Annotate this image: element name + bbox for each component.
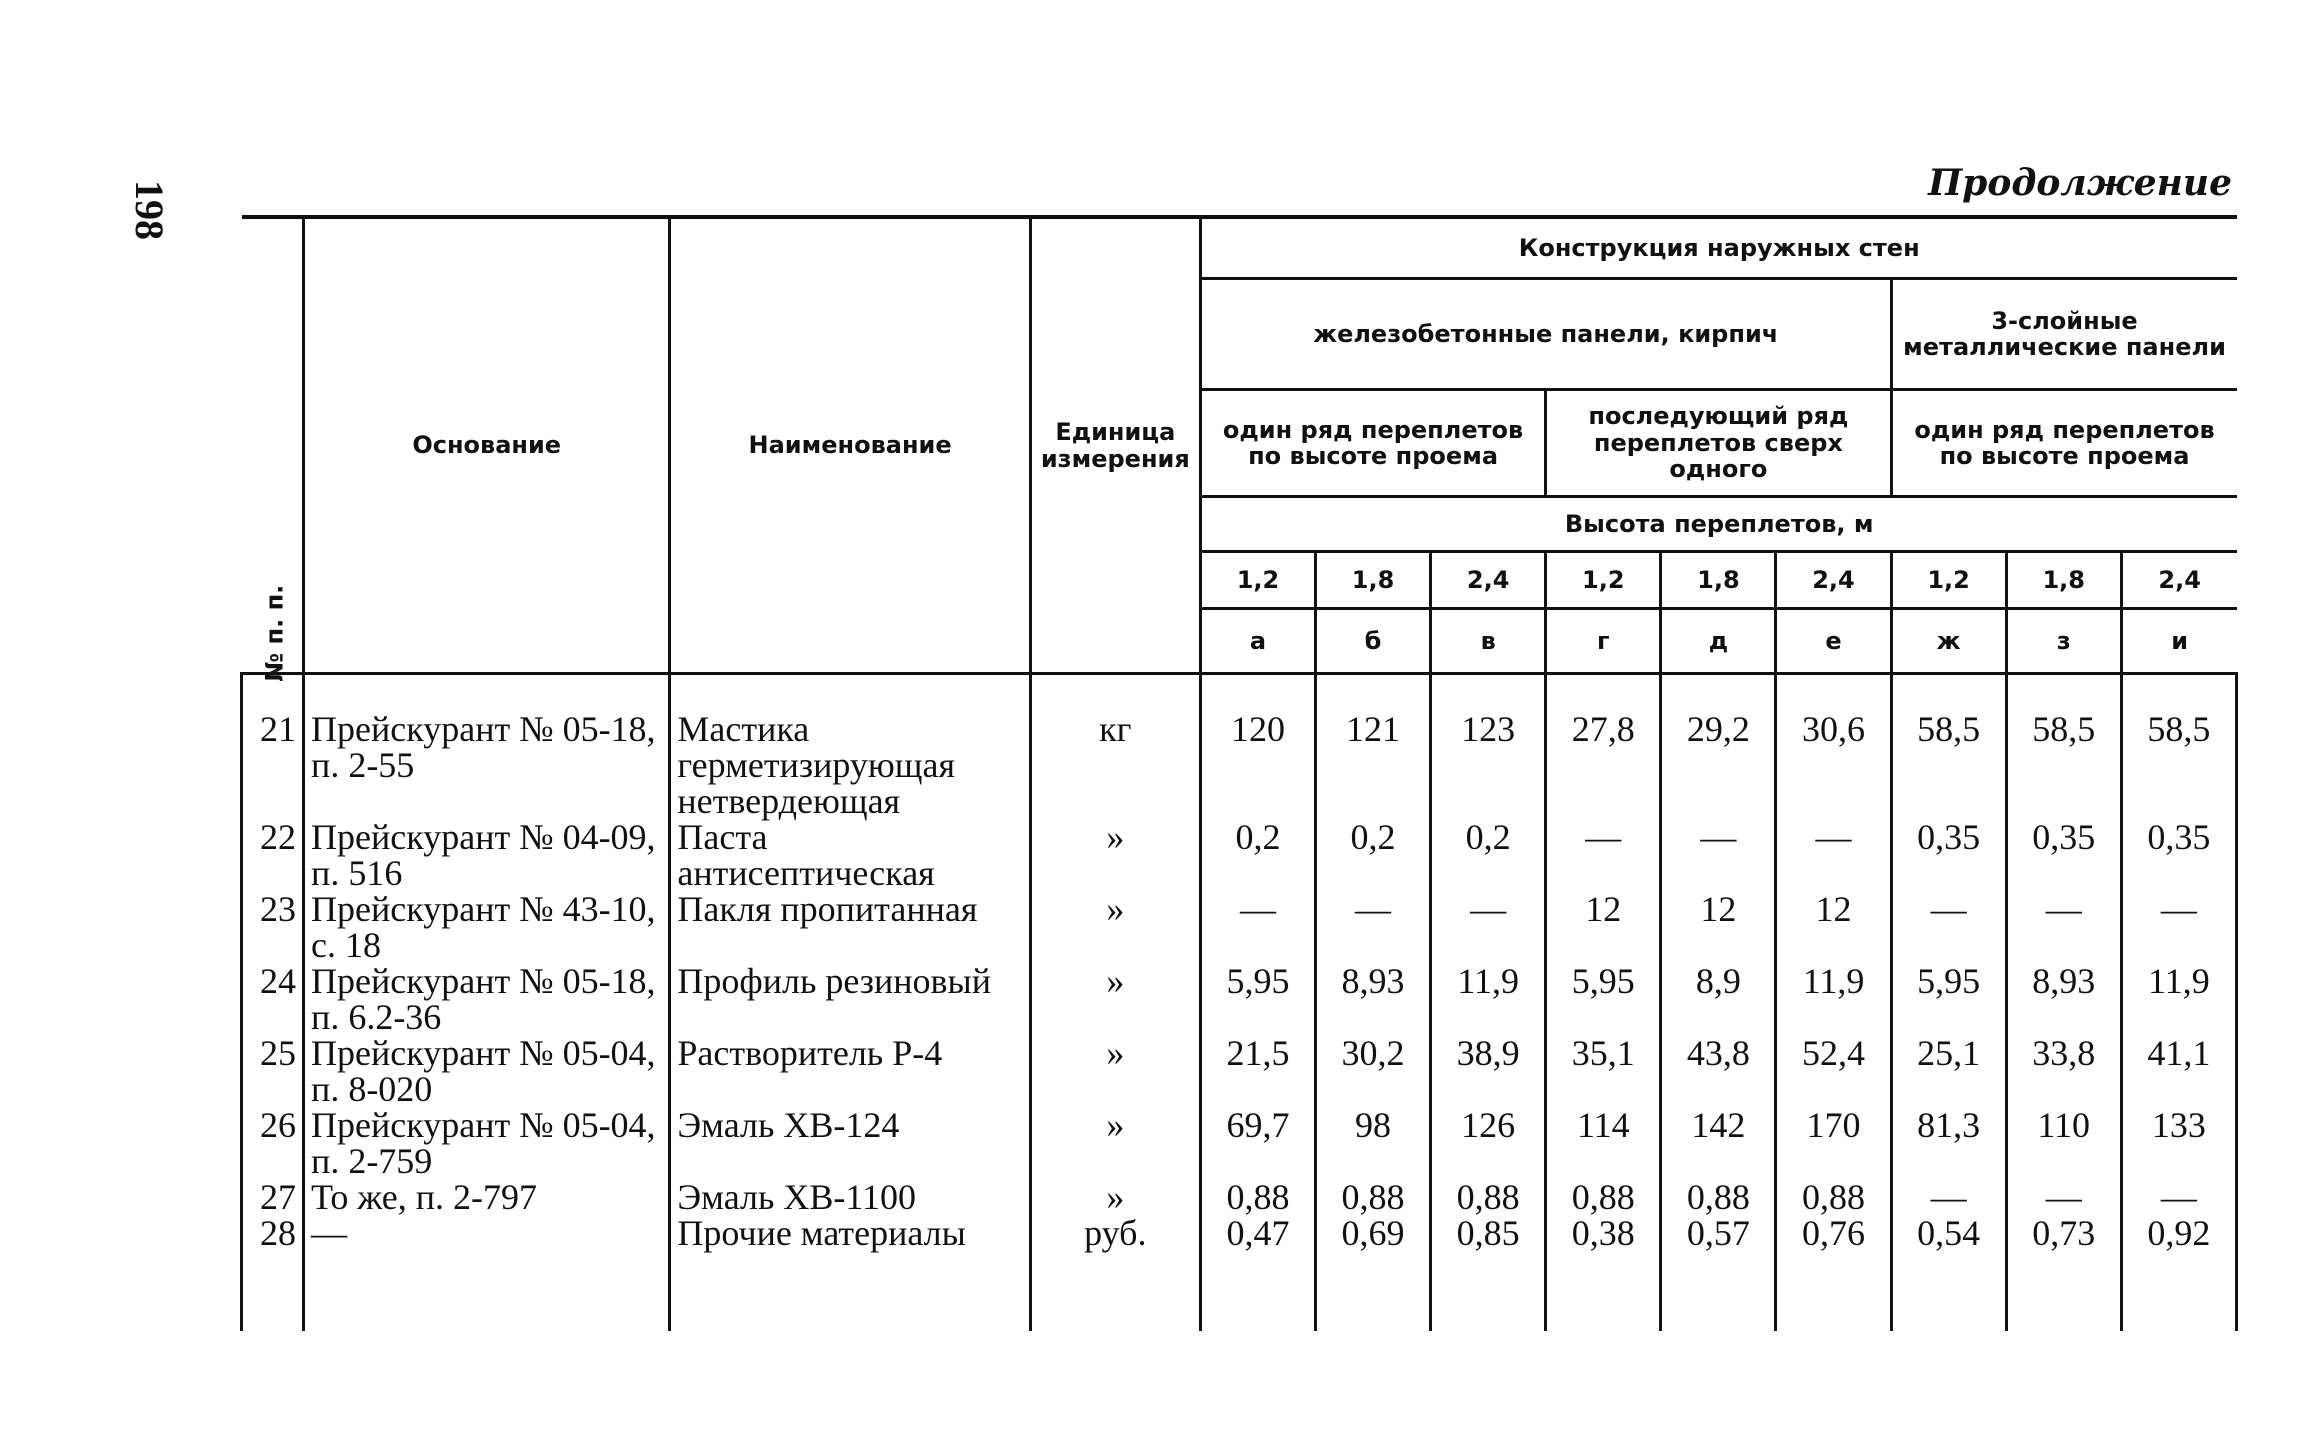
header-name: Наименование	[670, 217, 1030, 674]
row-value: —	[1891, 891, 2006, 963]
row-value: —	[2121, 1179, 2236, 1215]
row-value: 52,4	[1776, 1035, 1891, 1107]
table-row	[242, 891, 2237, 963]
row-value: —	[1200, 891, 1315, 963]
row-name: Мастика герметизирующая нетвердеющая	[670, 674, 1030, 820]
row-value: 0,92	[2121, 1215, 2236, 1251]
row-value: 0,88	[1661, 1179, 1776, 1215]
header-group-concrete: железобетонные панели, кирпич	[1200, 279, 1891, 390]
row-value: 11,9	[1431, 963, 1546, 1035]
column-letter: е	[1776, 609, 1891, 674]
height-value: 1,8	[1316, 552, 1431, 609]
row-value: —	[2006, 891, 2121, 963]
row-basis: Прейскурант № 43-10, с. 18	[304, 891, 670, 963]
row-value: —	[1546, 819, 1661, 891]
row-value: 11,9	[1776, 963, 1891, 1035]
row-name: Профиль резиновый	[670, 963, 1030, 1035]
table-header	[242, 217, 2237, 682]
row-value: 0,2	[1316, 819, 1431, 891]
height-value: 2,4	[1431, 552, 1546, 609]
row-value: 30,2	[1316, 1035, 1431, 1107]
header-group-metal: 3-слойные металлические панели	[1891, 279, 2236, 390]
row-value: —	[2121, 891, 2236, 963]
row-unit: »	[1030, 1035, 1200, 1107]
row-value: 58,5	[1891, 674, 2006, 820]
header-num: № п. п.	[242, 217, 304, 674]
row-value: 0,88	[1546, 1179, 1661, 1215]
row-basis: Прейскурант № 05-18, п. 6.2-36	[304, 963, 670, 1035]
column-letter: г	[1546, 609, 1661, 674]
row-unit: »	[1030, 1179, 1200, 1215]
row-value: 30,6	[1776, 674, 1891, 820]
row-value: 41,1	[2121, 1035, 2236, 1107]
height-value: 1,8	[2006, 552, 2121, 609]
row-number: 25	[242, 1035, 304, 1107]
header-sub-one-row-metal: один ряд переплетов по высоте проема	[1891, 390, 2236, 497]
row-value: —	[1776, 819, 1891, 891]
row-value: 121	[1316, 674, 1431, 820]
column-letter: ж	[1891, 609, 2006, 674]
row-unit: »	[1030, 819, 1200, 891]
row-value: 35,1	[1546, 1035, 1661, 1107]
row-value: 0,69	[1316, 1215, 1431, 1251]
row-value: 8,93	[2006, 963, 2121, 1035]
header-unit: Единица измерения	[1030, 217, 1200, 674]
row-value: 0,88	[1316, 1179, 1431, 1215]
column-letter: и	[2121, 609, 2236, 674]
row-basis: —	[304, 1215, 670, 1251]
header-height: Высота переплетов, м	[1200, 497, 2236, 552]
continuation-label: Продолжение	[1928, 162, 2232, 204]
table-body	[242, 674, 2237, 1332]
header-construction: Конструкция наружных стен	[1200, 217, 2236, 279]
row-value: 21,5	[1200, 1035, 1315, 1107]
row-value: 0,88	[1200, 1179, 1315, 1215]
row-value: 0,35	[1891, 819, 2006, 891]
row-number: 23	[242, 891, 304, 963]
row-value: 0,2	[1200, 819, 1315, 891]
row-value: 0,47	[1200, 1215, 1315, 1251]
row-value: 69,7	[1200, 1107, 1315, 1179]
row-value: 0,88	[1431, 1179, 1546, 1215]
height-value: 1,2	[1546, 552, 1661, 609]
table-row	[242, 963, 2237, 1035]
row-value: 81,3	[1891, 1107, 2006, 1179]
row-value: 0,73	[2006, 1215, 2121, 1251]
row-value: 0,85	[1431, 1215, 1546, 1251]
row-value: 170	[1776, 1107, 1891, 1179]
row-number: 22	[242, 819, 304, 891]
row-value: 0,35	[2006, 819, 2121, 891]
row-value: 12	[1546, 891, 1661, 963]
row-unit: кг	[1030, 674, 1200, 820]
row-number: 28	[242, 1215, 304, 1251]
row-value: 114	[1546, 1107, 1661, 1179]
row-value: 29,2	[1661, 674, 1776, 820]
table-row	[242, 1179, 2237, 1215]
row-value: 0,76	[1776, 1215, 1891, 1251]
row-value: 43,8	[1661, 1035, 1776, 1107]
table-row	[242, 819, 2237, 891]
row-value: 123	[1431, 674, 1546, 820]
row-number: 27	[242, 1179, 304, 1215]
row-value: 133	[2121, 1107, 2236, 1179]
row-value: 25,1	[1891, 1035, 2006, 1107]
height-value: 1,8	[1661, 552, 1776, 609]
row-unit: »	[1030, 891, 1200, 963]
header-basis: Основание	[304, 217, 670, 674]
row-value: 0,35	[2121, 819, 2236, 891]
page-number: 198	[127, 180, 172, 240]
row-basis: Прейскурант № 05-04, п. 2-759	[304, 1107, 670, 1179]
table-row	[242, 1035, 2237, 1107]
row-value: 8,9	[1661, 963, 1776, 1035]
row-value: 12	[1661, 891, 1776, 963]
table-row	[242, 1215, 2237, 1251]
row-value: 0,2	[1431, 819, 1546, 891]
column-letter: в	[1431, 609, 1546, 674]
row-value: 0,57	[1661, 1215, 1776, 1251]
row-value: 5,95	[1546, 963, 1661, 1035]
header-sub-next-row: последующий ряд переплетов сверх одного	[1546, 390, 1891, 497]
table-filler-row	[242, 1251, 2237, 1331]
header-sub-one-row: один ряд переплетов по высоте проема	[1200, 390, 1545, 497]
row-name: Эмаль ХВ-1100	[670, 1179, 1030, 1215]
column-letter: а	[1200, 609, 1315, 674]
column-letter: б	[1316, 609, 1431, 674]
row-name: Пакля пропитанная	[670, 891, 1030, 963]
row-name: Паста антисептическая	[670, 819, 1030, 891]
row-value: 110	[2006, 1107, 2121, 1179]
row-value: 12	[1776, 891, 1891, 963]
row-value: 0,88	[1776, 1179, 1891, 1215]
row-value: 27,8	[1546, 674, 1661, 820]
row-name: Эмаль ХВ-124	[670, 1107, 1030, 1179]
row-name: Растворитель Р-4	[670, 1035, 1030, 1107]
row-value: 98	[1316, 1107, 1431, 1179]
row-value: 11,9	[2121, 963, 2236, 1035]
row-basis: Прейскурант № 04-09, п. 516	[304, 819, 670, 891]
row-value: 5,95	[1891, 963, 2006, 1035]
row-value: 38,9	[1431, 1035, 1546, 1107]
row-number: 26	[242, 1107, 304, 1179]
height-value: 1,2	[1891, 552, 2006, 609]
row-value: —	[1431, 891, 1546, 963]
row-basis: Прейскурант № 05-04, п. 8-020	[304, 1035, 670, 1107]
row-name: Прочие материалы	[670, 1215, 1030, 1251]
row-value: 58,5	[2006, 674, 2121, 820]
row-value: 58,5	[2121, 674, 2236, 820]
height-value: 2,4	[2121, 552, 2236, 609]
row-unit: руб.	[1030, 1215, 1200, 1251]
row-value: —	[1316, 891, 1431, 963]
table-row	[242, 674, 2237, 820]
row-value: 33,8	[2006, 1035, 2121, 1107]
row-value: —	[1891, 1179, 2006, 1215]
row-basis: Прейскурант № 05-18, п. 2-55	[304, 674, 670, 820]
row-value: 8,93	[1316, 963, 1431, 1035]
row-basis: То же, п. 2-797	[304, 1179, 670, 1215]
row-value: 126	[1431, 1107, 1546, 1179]
row-number: 24	[242, 963, 304, 1035]
height-value: 2,4	[1776, 552, 1891, 609]
row-number: 21	[242, 674, 304, 820]
table-row	[242, 1107, 2237, 1179]
row-value: —	[1661, 819, 1776, 891]
row-unit: »	[1030, 1107, 1200, 1179]
row-unit: »	[1030, 963, 1200, 1035]
row-value: 0,38	[1546, 1215, 1661, 1251]
row-value: 0,54	[1891, 1215, 2006, 1251]
row-value: 120	[1200, 674, 1315, 820]
column-letter: д	[1661, 609, 1776, 674]
row-value: 5,95	[1200, 963, 1315, 1035]
row-value: 142	[1661, 1107, 1776, 1179]
row-value: —	[2006, 1179, 2121, 1215]
column-letter: з	[2006, 609, 2121, 674]
height-value: 1,2	[1200, 552, 1315, 609]
materials-table	[240, 215, 2238, 1331]
